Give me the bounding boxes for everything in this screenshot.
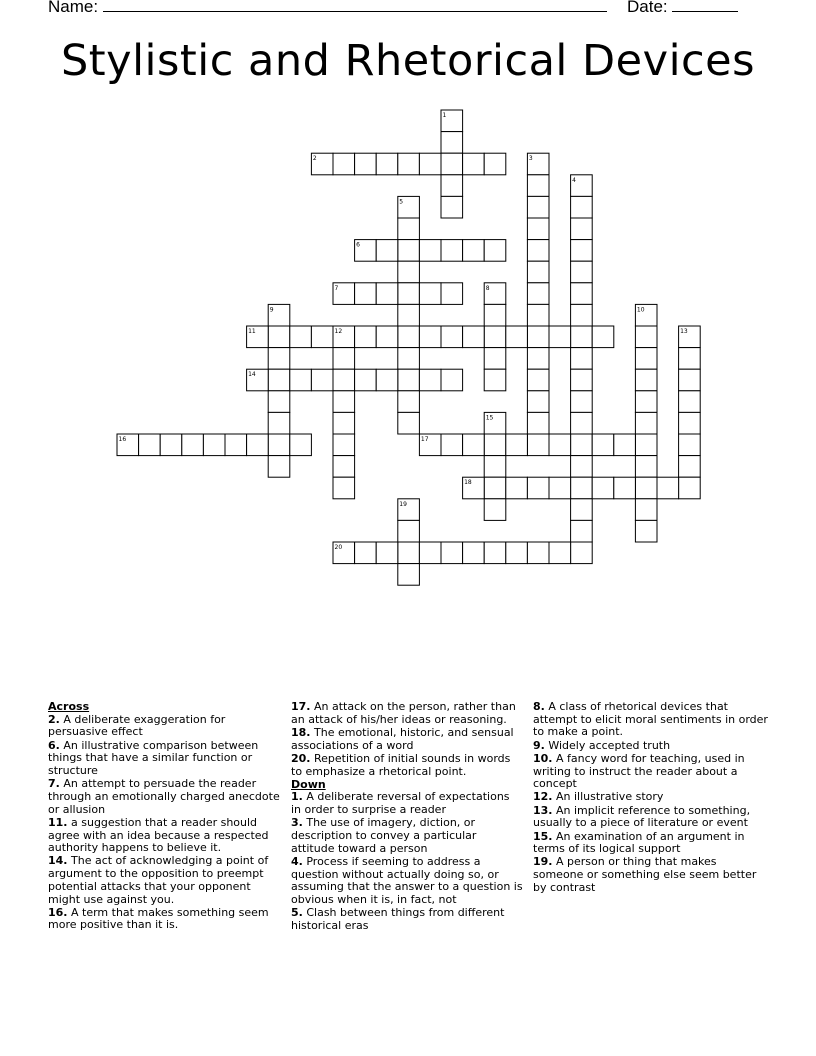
name-blank[interactable] <box>103 0 607 12</box>
clue-text: A fancy word for teaching, used in writing to instruct the reader about a concept <box>533 751 745 791</box>
grid-cell[interactable] <box>376 153 398 175</box>
grid-cell[interactable] <box>268 412 290 434</box>
clue-number: 3. <box>291 816 303 830</box>
grid-cell[interactable] <box>398 499 420 521</box>
clue-down-10 <box>533 753 769 791</box>
grid-cell[interactable] <box>311 369 333 391</box>
grid-cell[interactable] <box>484 542 506 564</box>
grid-cell[interactable] <box>527 304 549 326</box>
grid-cell[interactable] <box>376 240 398 262</box>
grid-cell[interactable] <box>463 434 485 456</box>
clue-number: 18. <box>291 725 311 739</box>
date-label: Date: <box>627 0 668 16</box>
clue-text: The use of imagery, diction, or description to convey a particular attitude toward a person <box>291 816 477 855</box>
grid-cell[interactable] <box>268 434 290 456</box>
clue-number: 7. <box>48 777 60 791</box>
grid-cell[interactable] <box>635 499 657 521</box>
grid-cell[interactable] <box>527 391 549 413</box>
clue-number: 5. <box>291 906 303 920</box>
clue-text: A deliberate exaggeration for persuasive effect <box>48 712 226 739</box>
clue-number: 17. <box>291 700 311 713</box>
name-field[interactable] <box>48 0 607 17</box>
grid-cell[interactable] <box>376 283 398 305</box>
grid-cell[interactable] <box>398 326 420 348</box>
grid-cell[interactable] <box>506 434 528 456</box>
cell-number: 1 <box>442 112 447 119</box>
grid-cell[interactable] <box>268 456 290 478</box>
grid-cell[interactable] <box>484 240 506 262</box>
grid-cell[interactable] <box>592 434 614 456</box>
grid-cell[interactable] <box>571 304 593 326</box>
clue-text: a suggestion that a reader should agree with an idea because a respected authority happens to believe it. <box>48 815 269 855</box>
grid-cell[interactable] <box>333 542 355 564</box>
clue-down-13 <box>533 805 769 830</box>
grid-cell[interactable] <box>635 304 657 326</box>
grid-cell[interactable] <box>268 369 290 391</box>
grid-cell[interactable] <box>355 240 377 262</box>
grid-cell[interactable] <box>527 348 549 370</box>
clue-text: An attack on the person, rather than an attack of his/her ideas or reasoning. <box>291 700 516 726</box>
grid-cell[interactable] <box>571 456 593 478</box>
grid-cell[interactable] <box>679 348 701 370</box>
clue-text: A term that makes something seem more positive than it is. <box>48 905 269 932</box>
grid-cell[interactable] <box>268 348 290 370</box>
page-title: Stylistic and Rhetorical Devices <box>60 36 756 86</box>
clue-number: 11. <box>48 815 68 829</box>
grid-cell[interactable] <box>484 477 506 499</box>
grid-cell[interactable] <box>527 369 549 391</box>
grid-cell[interactable] <box>679 391 701 413</box>
grid-cell[interactable] <box>333 434 355 456</box>
cell-number: 4 <box>572 176 576 184</box>
clue-across-11 <box>48 817 280 855</box>
grid-cell[interactable] <box>355 542 377 564</box>
cell-number: 15 <box>485 414 494 422</box>
cell-number: 3 <box>528 155 533 163</box>
clue-text: An attempt to persuade the reader through an emotionally charged anecdote or allusion <box>48 777 280 816</box>
clue-text: The act of acknowledging a point of argument to the opposition to preempt potential attacks that your opponent might use against you. <box>48 854 269 906</box>
grid-cell[interactable] <box>679 412 701 434</box>
clue-down-1 <box>291 791 523 816</box>
grid-cell[interactable] <box>419 153 441 175</box>
grid-cell[interactable] <box>355 326 377 348</box>
grid-cell[interactable] <box>527 218 549 240</box>
grid-cell[interactable] <box>571 196 593 218</box>
grid-cell[interactable] <box>463 240 485 262</box>
grid-cell[interactable] <box>376 542 398 564</box>
clue-number: 8. <box>533 700 545 713</box>
cell-number: 8 <box>485 284 490 292</box>
grid-cell[interactable] <box>571 348 593 370</box>
cell-number: 12 <box>334 328 343 335</box>
grid-cell[interactable] <box>635 456 657 478</box>
clue-number: 20. <box>291 751 311 765</box>
grid-cell[interactable] <box>571 218 593 240</box>
grid-cell[interactable] <box>571 412 593 434</box>
grid-cell[interactable] <box>527 196 549 218</box>
grid-cell[interactable] <box>441 153 463 175</box>
grid-cell[interactable] <box>571 283 593 305</box>
grid-cell[interactable] <box>441 132 463 154</box>
grid-cell[interactable] <box>484 499 506 521</box>
grid-cell[interactable] <box>333 477 355 499</box>
grid-cell[interactable] <box>398 542 420 564</box>
grid-cell[interactable] <box>441 196 463 218</box>
clue-across-16 <box>48 907 280 932</box>
cell-number: 11 <box>248 328 256 335</box>
grid-cell[interactable] <box>268 326 290 348</box>
grid-cell[interactable] <box>268 304 290 326</box>
grid-cell[interactable] <box>527 542 549 564</box>
cell-number: 7 <box>334 284 339 292</box>
cell-number: 5 <box>399 198 404 206</box>
clue-number: 19. <box>533 855 553 869</box>
grid-cell[interactable] <box>484 153 506 175</box>
clue-text: An examination of an argument in terms of its logical support <box>533 829 745 856</box>
grid-cell[interactable] <box>203 434 225 456</box>
grid-cell[interactable] <box>398 348 420 370</box>
clue-across-20 <box>291 753 523 778</box>
grid-cell[interactable] <box>635 434 657 456</box>
clue-text: The emotional, historic, and sensual associations of a word <box>291 725 514 752</box>
date-blank[interactable] <box>672 0 738 12</box>
clue-text: A person or thing that makes someone or something else seem better by contrast <box>533 855 757 894</box>
grid-cell[interactable] <box>571 477 593 499</box>
grid-cell[interactable] <box>571 499 593 521</box>
clue-text: Repetition of initial sounds in words to emphasize a rhetorical point. <box>291 751 511 778</box>
clue-down-5 <box>291 907 523 932</box>
clues-column-2 <box>291 701 523 933</box>
grid-cell[interactable] <box>398 369 420 391</box>
clue-down-8 <box>533 701 769 739</box>
clue-across-14 <box>48 855 280 906</box>
grid-cell[interactable] <box>398 391 420 413</box>
grid-cell[interactable] <box>398 153 420 175</box>
grid-cell[interactable] <box>463 326 485 348</box>
clue-text: Process if seeming to address a question without actually doing so, or assuming that the answer to a question is obvious when it is, in fact, not <box>291 854 523 907</box>
grid-cell[interactable] <box>635 348 657 370</box>
grid-cell[interactable] <box>139 434 161 456</box>
grid-cell[interactable] <box>484 326 506 348</box>
grid-cell[interactable] <box>635 391 657 413</box>
grid-cell[interactable] <box>160 434 182 456</box>
grid-cell[interactable] <box>614 434 636 456</box>
clue-down-9 <box>533 740 769 753</box>
clue-down-19 <box>533 856 769 894</box>
date-field[interactable] <box>627 0 738 17</box>
grid-cell[interactable] <box>484 304 506 326</box>
grid-cell[interactable] <box>333 283 355 305</box>
grid-cell[interactable] <box>506 542 528 564</box>
cell-number: 9 <box>269 306 274 314</box>
grid-cell[interactable] <box>635 520 657 542</box>
grid-cell[interactable] <box>571 240 593 262</box>
grid-cell[interactable] <box>290 326 312 348</box>
grid-cell[interactable] <box>484 369 506 391</box>
grid-cell[interactable] <box>571 326 593 348</box>
grid-cell[interactable] <box>419 240 441 262</box>
grid-cell[interactable] <box>571 434 593 456</box>
grid-cell[interactable] <box>398 240 420 262</box>
clues-column-1 <box>48 701 280 933</box>
grid-cell[interactable] <box>635 412 657 434</box>
grid-cell[interactable] <box>679 369 701 391</box>
grid-cell[interactable] <box>484 283 506 305</box>
grid-cell[interactable] <box>679 434 701 456</box>
clue-down-15 <box>533 831 769 856</box>
grid-cell[interactable] <box>333 391 355 413</box>
across-heading: Across <box>48 700 90 713</box>
clue-across-17 <box>291 701 523 726</box>
grid-cell[interactable] <box>376 326 398 348</box>
clue-number: 12. <box>533 790 553 804</box>
grid-cell[interactable] <box>441 175 463 197</box>
grid-cell[interactable] <box>398 218 420 240</box>
grid-cell[interactable] <box>333 326 355 348</box>
cell-number: 16 <box>118 436 127 443</box>
grid-cell[interactable] <box>679 477 701 499</box>
grid-cell[interactable] <box>247 434 269 456</box>
grid-cell[interactable] <box>549 326 571 348</box>
grid-cell[interactable] <box>527 153 549 175</box>
clue-number: 2. <box>48 712 60 726</box>
grid-cell[interactable] <box>398 412 420 434</box>
grid-cell[interactable] <box>463 477 485 499</box>
clue-text: An implicit reference to something, usually to a piece of literature or event <box>533 803 751 830</box>
clue-down-3 <box>291 817 523 855</box>
down-heading: Down <box>291 777 326 791</box>
grid-cell[interactable] <box>398 261 420 283</box>
clue-across-7 <box>48 778 280 816</box>
grid-cell[interactable] <box>225 434 247 456</box>
grid-cell[interactable] <box>571 520 593 542</box>
grid-cell[interactable] <box>549 477 571 499</box>
grid-cell[interactable] <box>592 477 614 499</box>
grid-cell[interactable] <box>441 542 463 564</box>
grid-cell[interactable] <box>355 153 377 175</box>
grid-cell[interactable] <box>527 175 549 197</box>
clue-text: A class of rhetorical devices that attempt to elicit moral sentiments in order to make a point. <box>533 700 768 739</box>
grid-cell[interactable] <box>247 369 269 391</box>
clue-number: 15. <box>533 829 553 843</box>
grid-cell[interactable] <box>311 153 333 175</box>
grid-cell[interactable] <box>290 369 312 391</box>
grid-cell[interactable] <box>484 412 506 434</box>
grid-cell[interactable] <box>571 369 593 391</box>
grid-cell[interactable] <box>484 434 506 456</box>
clue-number: 6. <box>48 738 60 752</box>
cell-number: 19 <box>399 500 407 508</box>
clue-down-12 <box>533 791 769 804</box>
cell-number: 13 <box>680 328 688 335</box>
grid-cell[interactable] <box>592 326 614 348</box>
grid-cell[interactable] <box>527 434 549 456</box>
clues-column-3 <box>533 701 769 895</box>
grid-cell[interactable] <box>398 196 420 218</box>
grid-cell[interactable] <box>527 261 549 283</box>
grid-cell[interactable] <box>635 369 657 391</box>
grid-cell[interactable] <box>333 153 355 175</box>
grid-cell[interactable] <box>527 477 549 499</box>
grid-cell[interactable] <box>571 175 593 197</box>
grid-cell[interactable] <box>333 412 355 434</box>
grid-cell[interactable] <box>441 369 463 391</box>
grid-cell[interactable] <box>398 304 420 326</box>
name-label: Name: <box>48 0 99 16</box>
clue-down-4 <box>291 856 523 907</box>
grid-cell[interactable] <box>441 326 463 348</box>
grid-cell[interactable] <box>290 434 312 456</box>
grid-cell[interactable] <box>571 261 593 283</box>
clue-text: An illustrative comparison between things that have a similar function or structure <box>48 738 259 778</box>
grid-cell[interactable] <box>635 477 657 499</box>
grid-cell[interactable] <box>333 348 355 370</box>
cell-number: 18 <box>464 479 472 487</box>
grid-cell[interactable] <box>506 326 528 348</box>
grid-cell[interactable] <box>117 434 139 456</box>
grid-cell[interactable] <box>419 542 441 564</box>
clue-text: Clash between things from different historical eras <box>291 906 505 932</box>
grid-cell[interactable] <box>527 326 549 348</box>
grid-cell[interactable] <box>463 542 485 564</box>
cell-number: 2 <box>312 155 317 163</box>
cell-number: 6 <box>356 241 360 249</box>
grid-cell[interactable] <box>311 326 333 348</box>
clue-text: Widely accepted truth <box>548 738 671 752</box>
clue-across-2 <box>48 714 280 739</box>
clue-across-6 <box>48 740 280 778</box>
grid-cell[interactable] <box>398 564 420 586</box>
clue-number: 10. <box>533 751 553 765</box>
grid-cell[interactable] <box>182 434 204 456</box>
grid-cell[interactable] <box>657 477 679 499</box>
cell-number: 17 <box>420 436 429 443</box>
clue-across-18 <box>291 727 523 752</box>
grid-cell[interactable] <box>549 542 571 564</box>
grid-cell[interactable] <box>549 434 571 456</box>
grid-cell[interactable] <box>419 434 441 456</box>
grid-cell[interactable] <box>441 434 463 456</box>
grid-cell[interactable] <box>376 369 398 391</box>
grid-cell[interactable] <box>333 369 355 391</box>
cell-number: 14 <box>248 371 256 379</box>
clue-text: An illustrative story <box>556 790 664 804</box>
grid-cell[interactable] <box>419 369 441 391</box>
grid-cell[interactable] <box>571 542 593 564</box>
clue-number: 13. <box>533 803 553 817</box>
cell-number: 10 <box>636 306 645 314</box>
cell-number: 20 <box>334 544 343 551</box>
grid-cell[interactable] <box>441 283 463 305</box>
grid-cell[interactable] <box>419 283 441 305</box>
clue-text: A deliberate reversal of expectations in order to surprise a reader <box>291 790 510 817</box>
grid-cell[interactable] <box>355 283 377 305</box>
clue-number: 14. <box>48 854 68 868</box>
grid-cell[interactable] <box>484 348 506 370</box>
grid-cell[interactable] <box>463 153 485 175</box>
grid-cell[interactable] <box>441 110 463 132</box>
grid-cell[interactable] <box>268 391 290 413</box>
grid-cell[interactable] <box>441 240 463 262</box>
clue-number: 9. <box>533 738 545 752</box>
grid-cell[interactable] <box>355 369 377 391</box>
grid-cell[interactable] <box>679 326 701 348</box>
clue-number: 16. <box>48 905 68 919</box>
grid-cell[interactable] <box>333 456 355 478</box>
clue-number: 4. <box>291 854 303 868</box>
grid-cell[interactable] <box>419 326 441 348</box>
grid-cell[interactable] <box>527 412 549 434</box>
grid-cell[interactable] <box>571 391 593 413</box>
grid-cell[interactable] <box>527 240 549 262</box>
grid-cell[interactable] <box>527 283 549 305</box>
grid-cell[interactable] <box>398 520 420 542</box>
clue-number: 1. <box>291 790 303 804</box>
grid-cell[interactable] <box>247 326 269 348</box>
grid-cell[interactable] <box>398 283 420 305</box>
grid-cell[interactable] <box>484 456 506 478</box>
grid-cell[interactable] <box>506 477 528 499</box>
grid-cell[interactable] <box>614 477 636 499</box>
grid-cell[interactable] <box>635 326 657 348</box>
grid-cell[interactable] <box>679 456 701 478</box>
